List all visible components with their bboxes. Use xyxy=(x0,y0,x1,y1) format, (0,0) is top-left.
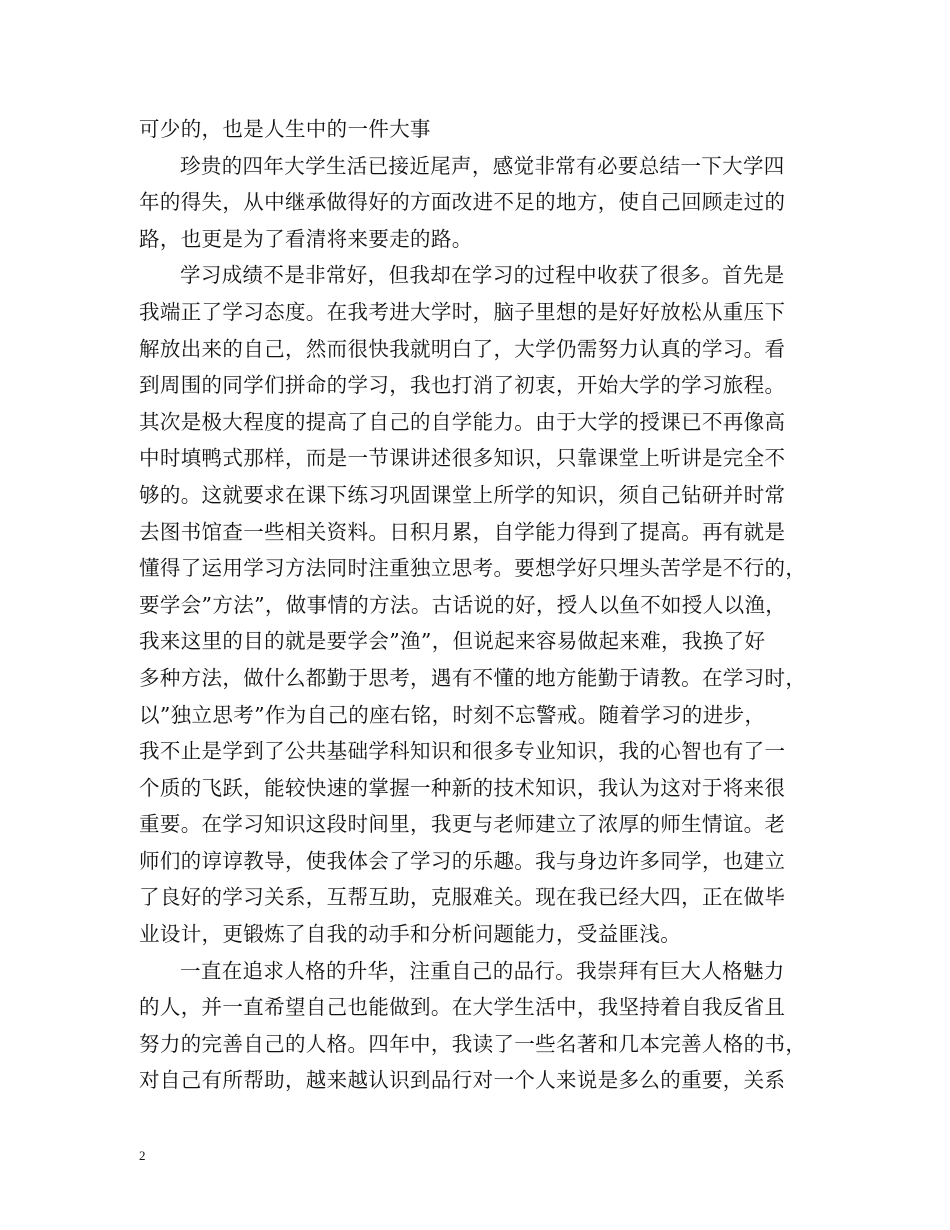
text-line: 够的。这就要求在课下练习巩固课堂上所学的知识，须自己钻研并时常 xyxy=(139,482,786,507)
text-line: 重要。在学习知识这段时间里，我更与老师建立了浓厚的师生情谊。老 xyxy=(139,812,786,837)
page-number: 2 xyxy=(139,1148,146,1163)
text-line: 中时填鸭式那样，而是一节课讲述很多知识，只靠课堂上听讲是完全不 xyxy=(139,446,786,471)
text-line: 其次是极大程度的提高了自己的自学能力。由于大学的授课已不再像高 xyxy=(139,409,786,434)
text-line: 我不止是学到了公共基础学科知识和很多专业知识，我的心智也有了一 xyxy=(139,739,786,764)
text-line: 珍贵的四年大学生活已接近尾声，感觉非常有必要总结一下大学四 xyxy=(180,153,785,178)
text-line: 我来这里的目的就是要学会”渔”，但说起来容易做起来难，我换了好 xyxy=(139,629,766,654)
text-line: 懂得了运用学习方法同时注重独立思考。要想学好只埋头苦学是不行的， xyxy=(139,556,807,581)
text-line: 了良好的学习关系，互帮互助，克服难关。现在我已经大四，正在做毕 xyxy=(139,885,786,910)
text-line: 年的得失，从中继承做得好的方面改进不足的地方，使自己回顾走过的 xyxy=(139,190,786,215)
text-line: 要学会”方法”，做事情的方法。古话说的好，授人以鱼不如授人以渔， xyxy=(139,592,787,617)
text-line: 解放出来的自己，然而很快我就明白了，大学仍需努力认真的学习。看 xyxy=(139,336,786,361)
text-line: 努力的完善自己的人格。四年中，我读了一些名著和几本完善人格的书， xyxy=(139,1031,807,1056)
text-line: 路，也更是为了看清将来要走的路。 xyxy=(139,226,473,251)
text-line: 对自己有所帮助，越来越认识到品行对一个人来说是多么的重要，关系 xyxy=(139,1068,786,1093)
text-line: 去图书馆查一些相关资料。日积月累，自学能力得到了提高。再有就是 xyxy=(139,519,786,544)
text-line: 一直在追求人格的升华，注重自己的品行。我崇拜有巨大人格魅力 xyxy=(180,958,785,983)
text-line: 我端正了学习态度。在我考进大学时，脑子里想的是好好放松从重压下 xyxy=(139,299,786,324)
text-line: 学习成绩不是非常好，但我却在学习的过程中收获了很多。首先是 xyxy=(180,263,785,288)
text-line: 的人，并一直希望自己也能做到。在大学生活中，我坚持着自我反省且 xyxy=(139,995,786,1020)
body-text xyxy=(139,111,821,1099)
text-line: 业设计，更锻炼了自我的动手和分析问题能力，受益匪浅。 xyxy=(139,922,682,947)
text-line: 到周围的同学们拼命的学习，我也打消了初衷，开始大学的学习旅程。 xyxy=(139,373,786,398)
text-line: 多种方法，做什么都勤于思考，遇有不懂的地方能勤于请教。在学习时， xyxy=(139,665,807,690)
text-line: 以”独立思考”作为自己的座右铭，时刻不忘警戒。随着学习的进步， xyxy=(139,702,766,727)
text-line: 可少的，也是人生中的一件大事 xyxy=(139,117,431,141)
text-line: 师们的谆谆教导，使我体会了学习的乐趣。我与身边许多同学，也建立 xyxy=(139,848,786,873)
text-line: 个质的飞跃，能较快速的掌握一种新的技术知识，我认为这对于将来很 xyxy=(139,775,786,800)
